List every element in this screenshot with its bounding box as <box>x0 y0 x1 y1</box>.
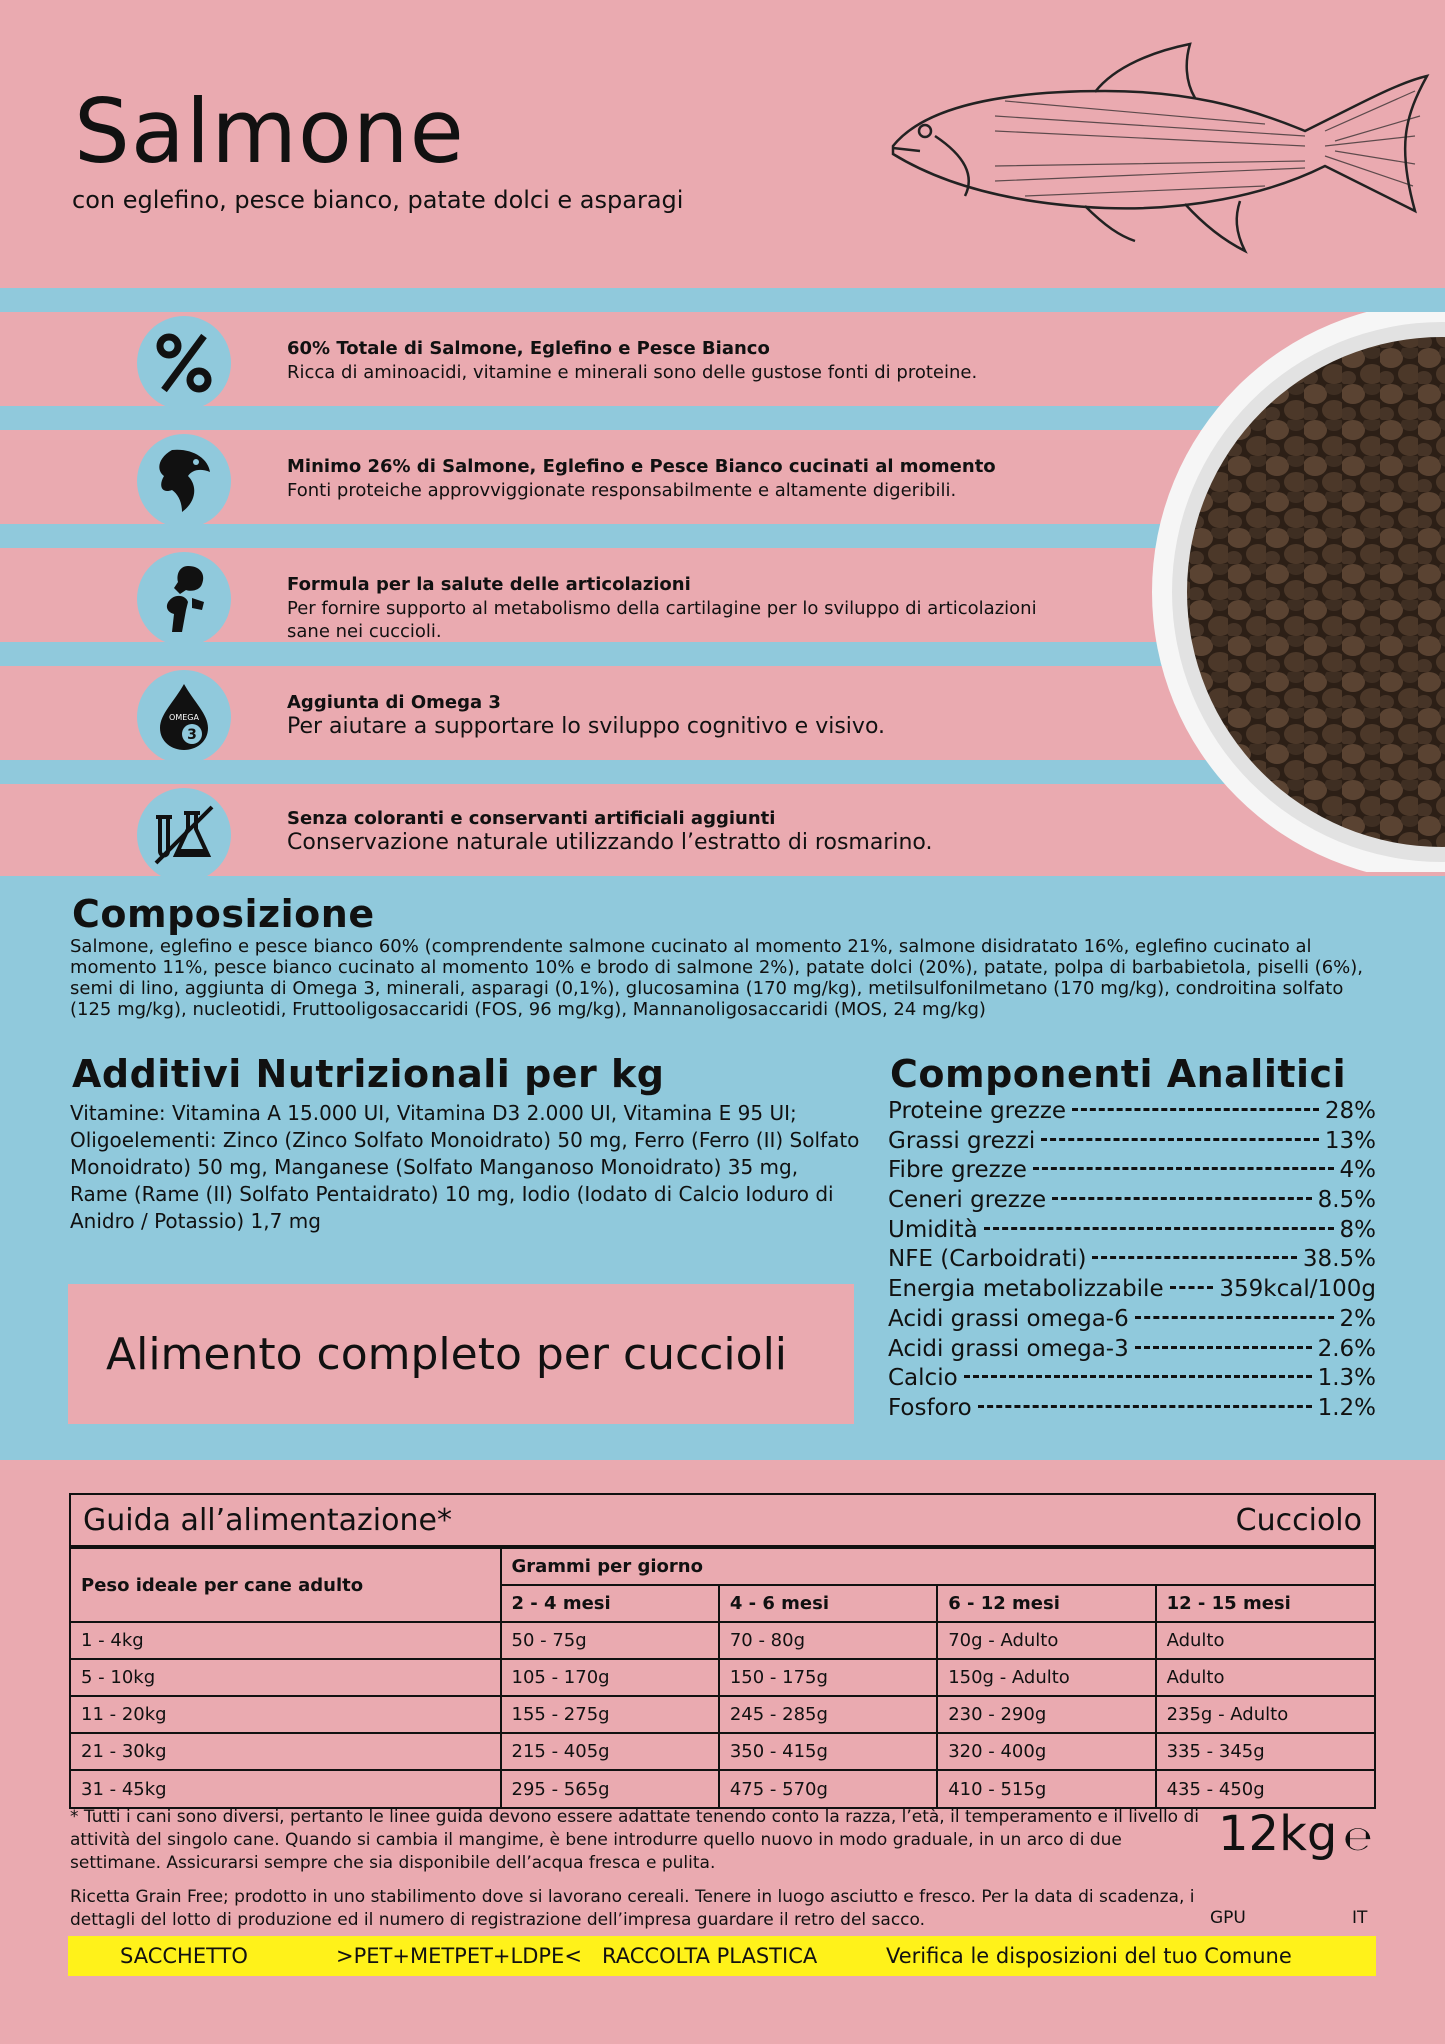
omega-icon-text: OMEGA <box>169 713 199 722</box>
analytics-row: Fibre grezze 4% <box>888 1157 1376 1184</box>
weight-column-header: Peso ideale per cane adulto <box>71 1548 501 1622</box>
age-header: 4 - 6 mesi <box>719 1585 937 1622</box>
joint-icon <box>137 552 231 646</box>
feeding-guide-table <box>69 1493 1376 1809</box>
analytics-row: Acidi grassi omega-3 2.6% <box>888 1335 1376 1362</box>
analytics-row: Umidità 8% <box>888 1216 1376 1243</box>
info-section <box>0 876 1445 1460</box>
additives-title: Additivi Nutrizionali per kg <box>72 1052 665 1096</box>
feature-title: Senza coloranti e conservanti artificiali aggiunti <box>287 808 776 829</box>
grain-free-note: Ricetta Grain Free; prodotto in uno stabilimento dove si lavorano cereali. Tenere in luogo asciutto e fresco. Per la data di scadenza, i dettagli del lotto di produzione ed il numero di registrazione dell’impresa guardare il retro del sacco. <box>70 1887 1195 1930</box>
guide-title: Guida all’alimentazione* <box>83 1502 452 1538</box>
table-row: 1 - 4kg 50 - 75g 70 - 80g 70g - Adulto Adulto <box>71 1622 1374 1659</box>
analytics-row: Calcio 1.3% <box>888 1365 1376 1392</box>
additives-text: Vitamine: Vitamina A 15.000 UI, Vitamina D3 2.000 UI, Vitamina E 95 UI; Oligoelementi: Zinco (Zinco Solfato Monoidrato) 50 mg, Ferro (Ferro (II) Solfato Monoidrato) 50 mg, Manganese (Solfato Manganoso Monoidrato) 35 mg, Rame (Rame (II) Solfato Pentaidrato) 10 mg, Iodio (Iodato di Calcio Ioduro di Anidro / Potassio) 1,7 mg <box>70 1101 860 1233</box>
analytics-row: Proteine grezze 28% <box>888 1098 1376 1124</box>
feature-title: 60% Totale di Salmone, Eglefino e Pesce Bianco <box>287 338 770 359</box>
weight-value: 12kg <box>1218 1806 1338 1862</box>
table-row: 21 - 30kg 215 - 405g 350 - 415g 320 - 400g 335 - 345g <box>71 1733 1374 1770</box>
kibble-bowl-icon <box>1152 312 1445 872</box>
analytics-row: Grassi grezzi 13% <box>888 1127 1376 1154</box>
product-title: Salmone <box>74 80 465 183</box>
composition-title: Composizione <box>72 892 375 936</box>
analytics-row: Energia metabolizzabile 359kcal/100g <box>888 1276 1376 1303</box>
age-header: 6 - 12 mesi <box>937 1585 1155 1622</box>
feature-desc: Fonti proteiche approvviggionate responsabilmente e altamente digeribili. <box>287 480 957 501</box>
feeding-footnote: * Tutti i cani sono diversi, pertanto le linee guida devono essere adattate tenendo conto la razza, l’età, il temperamento e il livello di attività del singolo cane. Quando si cambia il mangime, è bene introdurre quello nuovo in modo graduale, in un arco di due settimane. Assicurarsi sempre che sia disponibile dell’acqua fresca e pulita. <box>70 1807 1199 1873</box>
feature-desc: Per fornire supporto al metabolismo della cartilagine per lo sviluppo di articolazioni sane nei cuccioli. <box>287 598 1037 642</box>
omega3-drop-icon <box>137 670 231 764</box>
omega-icon-number: 3 <box>187 727 197 743</box>
feature-title: Formula per la salute delle articolazioni <box>287 574 691 595</box>
recycle-collection: RACCOLTA PLASTICA <box>602 1944 818 1968</box>
recycle-note: Verifica le disposizioni del tuo Comune <box>886 1944 1292 1968</box>
feature-title: Minimo 26% di Salmone, Eglefino e Pesce Bianco cucinati al momento <box>287 456 996 477</box>
complete-food-label: Alimento completo per cuccioli <box>68 1284 854 1424</box>
feature-title: Aggiunta di Omega 3 <box>287 692 501 713</box>
gpu-code: GPU <box>1210 1908 1246 1928</box>
analytics-row: NFE (Carboidrati) 38.5% <box>888 1246 1376 1273</box>
table-row: 5 - 10kg 105 - 170g 150 - 175g 150g - Adulto Adulto <box>71 1659 1374 1696</box>
feature-desc: Ricca di aminoacidi, vitamine e minerali sono delle gustose fonti di proteine. <box>287 362 978 383</box>
analytics-row: Fosforo 1.2% <box>888 1394 1376 1421</box>
recycle-material: >PET+METPET+LDPE< <box>336 1944 582 1968</box>
salmon-illustration-icon <box>885 36 1430 272</box>
percent-icon <box>137 316 231 410</box>
table-row: 11 - 20kg 155 - 275g 245 - 285g 230 - 290g 235g - Adulto <box>71 1696 1374 1733</box>
analytics-row: Ceneri grezze 8.5% <box>888 1187 1376 1214</box>
estimated-sign-icon: ℮ <box>1343 1819 1373 1859</box>
recycling-banner <box>68 1936 1376 1976</box>
feature-desc: Conservazione naturale utilizzando l’estratto di rosmarino. <box>287 830 933 855</box>
stripe <box>0 288 1445 312</box>
country-code: IT <box>1352 1908 1368 1928</box>
analytics-list <box>888 1098 1376 1425</box>
recycle-item: SACCHETTO <box>120 1944 248 1968</box>
analytics-row: Acidi grassi omega-6 2% <box>888 1305 1376 1332</box>
net-weight <box>1218 1806 1372 1862</box>
composition-text: Salmone, eglefino e pesce bianco 60% (comprendente salmone cucinato al momento 21%, salmone disidratato 16%, eglefino cucinato al momento 11%, pesce bianco cucinato al momento 10% e brodo di salmone 2%), patate dolci (20%), patate, polpa di barbabietola, piselli (6%), semi di lino, aggiunta di Omega 3, minerali, asparagi (0,1%), glucosamina (170 mg/kg), metilsulfonilmetano (170 mg/kg), condroitina solfato (125 mg/kg), nucleotidi, Fruttooligosaccaridi (FOS, 96 mg/kg), Mannanoligosaccaridi (MOS, 24 mg/kg) <box>70 936 1363 1020</box>
analytics-title: Componenti Analitici <box>890 1052 1347 1096</box>
feature-desc: Per aiutare a supportare lo sviluppo cognitivo e visivo. <box>287 714 886 739</box>
fish-icon <box>137 434 231 528</box>
no-additives-icon <box>137 788 231 882</box>
age-header: 2 - 4 mesi <box>501 1585 719 1622</box>
product-subtitle: con eglefino, pesce bianco, patate dolci e asparagi <box>72 186 684 214</box>
table-row: 31 - 45kg 295 - 565g 475 - 570g 410 - 515g 435 - 450g <box>71 1770 1374 1807</box>
age-header: 12 - 15 mesi <box>1156 1585 1374 1622</box>
grams-column-header: Grammi per giorno <box>501 1548 1375 1585</box>
guide-category: Cucciolo <box>1235 1502 1362 1538</box>
